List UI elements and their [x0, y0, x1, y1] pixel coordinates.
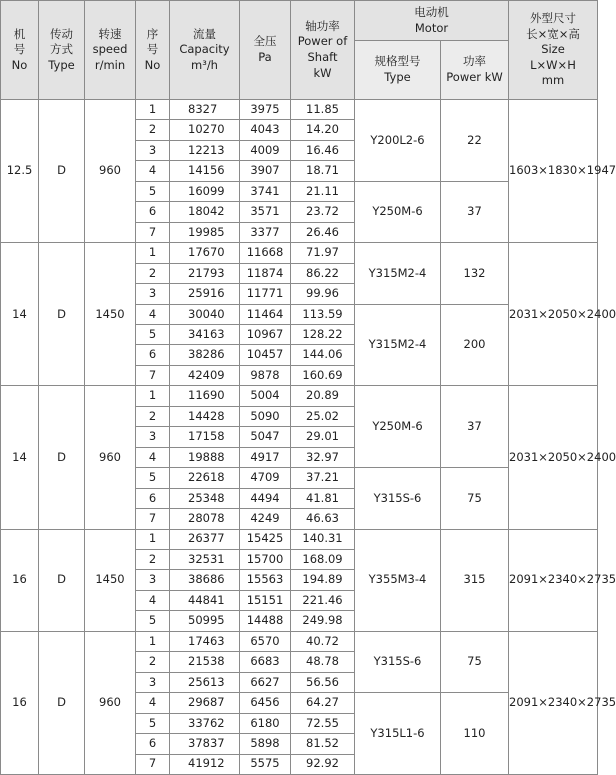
shaft-power-cell: 46.63 [291, 509, 355, 529]
shaft-power-cell: 113.59 [291, 304, 355, 324]
pressure-cell: 11464 [240, 304, 291, 324]
header-capacity: 流量 Capacity m³/h [170, 1, 240, 100]
capacity-cell: 25613 [170, 672, 240, 692]
pressure-cell: 3377 [240, 222, 291, 242]
capacity-cell: 32531 [170, 549, 240, 569]
speed-cell: 960 [85, 386, 136, 529]
motor-type-cell: Y200L2-6 [355, 100, 441, 182]
shaft-power-cell: 160.69 [291, 365, 355, 385]
motor-power-cell: 75 [441, 468, 509, 529]
seq-cell: 4 [136, 693, 170, 713]
seq-cell: 3 [136, 140, 170, 160]
seq-cell: 7 [136, 509, 170, 529]
header-size: 外型尺寸 长×宽×高 Size L×W×H mm [509, 1, 598, 100]
capacity-cell: 17670 [170, 243, 240, 263]
seq-cell: 3 [136, 427, 170, 447]
shaft-power-cell: 16.46 [291, 140, 355, 160]
capacity-cell: 10270 [170, 120, 240, 140]
pressure-cell: 15151 [240, 590, 291, 610]
header-motor: 电动机 Motor [355, 1, 509, 41]
shaft-power-cell: 168.09 [291, 549, 355, 569]
pressure-cell: 4043 [240, 120, 291, 140]
seq-cell: 7 [136, 754, 170, 775]
header-motor-type: 规格型号 Type [355, 41, 441, 100]
seq-cell: 2 [136, 120, 170, 140]
shaft-power-cell: 23.72 [291, 202, 355, 222]
pressure-cell: 15563 [240, 570, 291, 590]
header-shaft-power: 轴功率 Power of Shaft kW [291, 1, 355, 100]
pressure-cell: 15425 [240, 529, 291, 549]
seq-cell: 3 [136, 284, 170, 304]
capacity-cell: 18042 [170, 202, 240, 222]
speed-cell: 1450 [85, 243, 136, 386]
table-row [1, 529, 598, 549]
shaft-power-cell: 92.92 [291, 754, 355, 775]
header-motor-power: 功率 Power kW [441, 41, 509, 100]
capacity-cell: 44841 [170, 590, 240, 610]
shaft-power-cell: 249.98 [291, 611, 355, 631]
seq-cell: 2 [136, 263, 170, 283]
pressure-cell: 9878 [240, 365, 291, 385]
seq-cell: 1 [136, 243, 170, 263]
capacity-cell: 21793 [170, 263, 240, 283]
seq-cell: 6 [136, 345, 170, 365]
shaft-power-cell: 48.78 [291, 652, 355, 672]
capacity-cell: 11690 [170, 386, 240, 406]
table-row [1, 631, 598, 651]
motor-power-cell: 315 [441, 529, 509, 631]
pressure-cell: 6570 [240, 631, 291, 651]
pressure-cell: 11668 [240, 243, 291, 263]
pressure-cell: 5575 [240, 754, 291, 775]
seq-cell: 1 [136, 631, 170, 651]
shaft-power-cell: 29.01 [291, 427, 355, 447]
motor-type-cell: Y315M2-4 [355, 243, 441, 304]
capacity-cell: 29687 [170, 693, 240, 713]
size-cell: 2031×2050×2400 [509, 386, 598, 529]
seq-cell: 4 [136, 590, 170, 610]
pressure-cell: 5898 [240, 734, 291, 754]
pressure-cell: 6683 [240, 652, 291, 672]
shaft-power-cell: 37.21 [291, 468, 355, 488]
shaft-power-cell: 99.96 [291, 284, 355, 304]
motor-type-cell: Y315S-6 [355, 631, 441, 692]
capacity-cell: 16099 [170, 181, 240, 201]
capacity-cell: 30040 [170, 304, 240, 324]
seq-cell: 2 [136, 652, 170, 672]
capacity-cell: 21538 [170, 652, 240, 672]
motor-power-cell: 37 [441, 181, 509, 242]
pressure-cell: 15700 [240, 549, 291, 569]
shaft-power-cell: 20.89 [291, 386, 355, 406]
seq-cell: 2 [136, 549, 170, 569]
motor-type-cell: Y250M-6 [355, 181, 441, 242]
shaft-power-cell: 40.72 [291, 631, 355, 651]
speed-cell: 960 [85, 100, 136, 243]
capacity-cell: 37837 [170, 734, 240, 754]
seq-cell: 5 [136, 611, 170, 631]
capacity-cell: 12213 [170, 140, 240, 160]
capacity-cell: 38686 [170, 570, 240, 590]
shaft-power-cell: 144.06 [291, 345, 355, 365]
capacity-cell: 19985 [170, 222, 240, 242]
seq-cell: 4 [136, 447, 170, 467]
seq-cell: 6 [136, 202, 170, 222]
pressure-cell: 4249 [240, 509, 291, 529]
seq-cell: 7 [136, 222, 170, 242]
speed-cell: 1450 [85, 529, 136, 631]
motor-type-cell: Y250M-6 [355, 386, 441, 468]
shaft-power-cell: 71.97 [291, 243, 355, 263]
shaft-power-cell: 14.20 [291, 120, 355, 140]
seq-cell: 3 [136, 570, 170, 590]
capacity-cell: 34163 [170, 324, 240, 344]
seq-cell: 5 [136, 468, 170, 488]
motor-power-cell: 75 [441, 631, 509, 692]
size-cell: 2091×2340×2735 [509, 529, 598, 631]
pressure-cell: 14488 [240, 611, 291, 631]
pressure-cell: 3907 [240, 161, 291, 181]
header-pressure: 全压 Pa [240, 1, 291, 100]
pressure-cell: 5004 [240, 386, 291, 406]
pressure-cell: 3571 [240, 202, 291, 222]
shaft-power-cell: 11.85 [291, 100, 355, 120]
pressure-cell: 11874 [240, 263, 291, 283]
table-row [1, 386, 598, 406]
shaft-power-cell: 25.02 [291, 406, 355, 426]
capacity-cell: 8327 [170, 100, 240, 120]
shaft-power-cell: 140.31 [291, 529, 355, 549]
seq-cell: 5 [136, 713, 170, 733]
pressure-cell: 11771 [240, 284, 291, 304]
header-seq: 序 号 No [136, 1, 170, 100]
shaft-power-cell: 41.81 [291, 488, 355, 508]
size-cell: 2091×2340×2735 [509, 631, 598, 774]
shaft-power-cell: 128.22 [291, 324, 355, 344]
motor-power-cell: 200 [441, 304, 509, 386]
capacity-cell: 50995 [170, 611, 240, 631]
capacity-cell: 17463 [170, 631, 240, 651]
fan-number-cell: 14 [1, 243, 39, 386]
capacity-cell: 28078 [170, 509, 240, 529]
table-row [1, 100, 598, 120]
header-speed: 转速 speed r/min [85, 1, 136, 100]
shaft-power-cell: 64.27 [291, 693, 355, 713]
header-drive-type: 传动 方式 Type [39, 1, 85, 100]
shaft-power-cell: 18.71 [291, 161, 355, 181]
shaft-power-cell: 86.22 [291, 263, 355, 283]
motor-power-cell: 37 [441, 386, 509, 468]
drive-type-cell: D [39, 100, 85, 243]
header-no: 机 号 No [1, 1, 39, 100]
pressure-cell: 10457 [240, 345, 291, 365]
table-row [1, 243, 598, 263]
drive-type-cell: D [39, 386, 85, 529]
table-body [1, 100, 616, 775]
speed-cell: 960 [85, 631, 136, 774]
capacity-cell: 42409 [170, 365, 240, 385]
motor-power-cell: 22 [441, 100, 509, 182]
fan-number-cell: 16 [1, 529, 39, 631]
motor-type-cell: Y315S-6 [355, 468, 441, 529]
pressure-cell: 6180 [240, 713, 291, 733]
pressure-cell: 5047 [240, 427, 291, 447]
capacity-cell: 41912 [170, 754, 240, 775]
capacity-cell: 25916 [170, 284, 240, 304]
capacity-cell: 17158 [170, 427, 240, 447]
seq-cell: 5 [136, 324, 170, 344]
fan-number-cell: 16 [1, 631, 39, 774]
motor-power-cell: 132 [441, 243, 509, 304]
pressure-cell: 3975 [240, 100, 291, 120]
seq-cell: 2 [136, 406, 170, 426]
capacity-cell: 14428 [170, 406, 240, 426]
size-cell: 1603×1830×1947 [509, 100, 598, 243]
seq-cell: 4 [136, 161, 170, 181]
capacity-cell: 22618 [170, 468, 240, 488]
seq-cell: 1 [136, 386, 170, 406]
shaft-power-cell: 56.56 [291, 672, 355, 692]
seq-cell: 6 [136, 488, 170, 508]
capacity-cell: 25348 [170, 488, 240, 508]
drive-type-cell: D [39, 243, 85, 386]
pressure-cell: 10967 [240, 324, 291, 344]
seq-cell: 1 [136, 529, 170, 549]
pressure-cell: 6456 [240, 693, 291, 713]
seq-cell: 3 [136, 672, 170, 692]
capacity-cell: 26377 [170, 529, 240, 549]
capacity-cell: 38286 [170, 345, 240, 365]
capacity-cell: 33762 [170, 713, 240, 733]
seq-cell: 5 [136, 181, 170, 201]
pressure-cell: 4009 [240, 140, 291, 160]
pressure-cell: 4494 [240, 488, 291, 508]
pressure-cell: 3741 [240, 181, 291, 201]
shaft-power-cell: 72.55 [291, 713, 355, 733]
pressure-cell: 6627 [240, 672, 291, 692]
pressure-cell: 5090 [240, 406, 291, 426]
fan-number-cell: 12.5 [1, 100, 39, 243]
fan-number-cell: 14 [1, 386, 39, 529]
shaft-power-cell: 221.46 [291, 590, 355, 610]
shaft-power-cell: 194.89 [291, 570, 355, 590]
pressure-cell: 4917 [240, 447, 291, 467]
motor-type-cell: Y355M3-4 [355, 529, 441, 631]
capacity-cell: 19888 [170, 447, 240, 467]
pressure-cell: 4709 [240, 468, 291, 488]
shaft-power-cell: 81.52 [291, 734, 355, 754]
motor-type-cell: Y315L1-6 [355, 693, 441, 775]
seq-cell: 4 [136, 304, 170, 324]
seq-cell: 6 [136, 734, 170, 754]
shaft-power-cell: 32.97 [291, 447, 355, 467]
seq-cell: 7 [136, 365, 170, 385]
seq-cell: 1 [136, 100, 170, 120]
motor-type-cell: Y315M2-4 [355, 304, 441, 386]
motor-power-cell: 110 [441, 693, 509, 775]
size-cell: 2031×2050×2400 [509, 243, 598, 386]
capacity-cell: 14156 [170, 161, 240, 181]
drive-type-cell: D [39, 529, 85, 631]
shaft-power-cell: 21.11 [291, 181, 355, 201]
drive-type-cell: D [39, 631, 85, 774]
shaft-power-cell: 26.46 [291, 222, 355, 242]
